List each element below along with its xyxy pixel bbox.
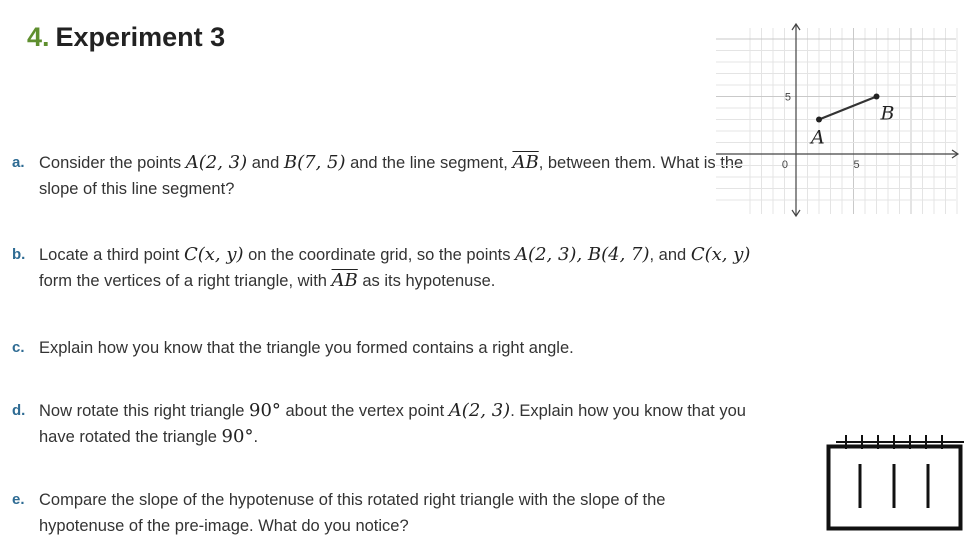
point-a-dot[interactable] bbox=[816, 117, 822, 123]
question-b-text bbox=[39, 242, 772, 294]
angle-math-2: 90° bbox=[221, 426, 254, 447]
question-a-text-4: , between them. What is the slope of this line segment? bbox=[39, 154, 744, 198]
question-c-text bbox=[39, 335, 772, 361]
question-d-letter: d. bbox=[12, 402, 26, 419]
question-a-text-3: and the line segment, bbox=[345, 154, 513, 172]
question-e bbox=[12, 487, 752, 539]
coordinate-grid[interactable] bbox=[712, 16, 964, 220]
question-b-text-2: on the coordinate grid, so the points bbox=[243, 246, 516, 264]
point-a-label: A bbox=[811, 126, 825, 149]
question-a-letter: a. bbox=[12, 154, 25, 171]
points-ab-math: A(2, 3), B(4, 7) bbox=[515, 244, 650, 265]
question-b-text-5: as its hypotenuse. bbox=[357, 272, 496, 290]
question-d-text-2: about the vertex point bbox=[280, 402, 449, 420]
point-a-math: A(2, 3) bbox=[185, 152, 248, 173]
question-a-text bbox=[39, 150, 772, 202]
question-e-letter: e. bbox=[12, 491, 25, 508]
question-c-letter: c. bbox=[12, 339, 25, 356]
point-c-math-2: C(x, y) bbox=[690, 244, 751, 265]
y-tick-label-5: 5 bbox=[784, 91, 791, 104]
question-b-text-4: form the vertices of a right triangle, with bbox=[39, 272, 332, 290]
question-e-text bbox=[39, 487, 752, 539]
question-a-text-1: Consider the points bbox=[39, 154, 186, 172]
point-b-dot[interactable] bbox=[874, 94, 880, 100]
origin-label: 0 bbox=[781, 159, 788, 171]
question-c bbox=[12, 335, 772, 361]
vertex-a-math: A(2, 3) bbox=[448, 400, 511, 421]
section-number: 4. bbox=[27, 22, 50, 52]
segment-ab-math-2: $\overline{AB}$ bbox=[331, 270, 358, 291]
point-b-math: B(7, 5) bbox=[283, 152, 346, 173]
question-d bbox=[12, 398, 752, 450]
angle-math: 90° bbox=[249, 400, 281, 421]
section-title bbox=[27, 22, 225, 53]
grid-lines bbox=[716, 28, 957, 214]
question-e-text-1: Compare the slope of the hypotenuse of this rotated right triangle with the slope of the hypotenuse of the pre-image. What do you notice? bbox=[39, 491, 666, 535]
question-b-letter: b. bbox=[12, 246, 26, 263]
question-d-text-1: Now rotate this right triangle bbox=[39, 402, 250, 420]
question-a bbox=[12, 150, 772, 202]
question-b bbox=[12, 242, 772, 294]
question-b-text-3: , and bbox=[649, 246, 691, 264]
point-b-label: B bbox=[880, 102, 895, 125]
question-c-text-1: Explain how you know that the triangle you formed contains a right angle. bbox=[39, 339, 574, 357]
segment-ab-math: $\overline{AB}$ bbox=[512, 152, 539, 173]
question-d-text bbox=[39, 398, 752, 450]
point-c-math: C(x, y) bbox=[183, 244, 244, 265]
question-a-text-2: and bbox=[247, 154, 284, 172]
abacus-icon[interactable] bbox=[822, 432, 968, 534]
question-d-text-3: . Explain how you know that you have rotated the triangle bbox=[39, 402, 746, 446]
x-tick-label-5: 5 bbox=[853, 159, 860, 171]
section-title-text: Experiment 3 bbox=[55, 22, 226, 52]
question-d-text-4: . bbox=[253, 428, 259, 446]
question-b-text-1: Locate a third point bbox=[39, 246, 184, 264]
